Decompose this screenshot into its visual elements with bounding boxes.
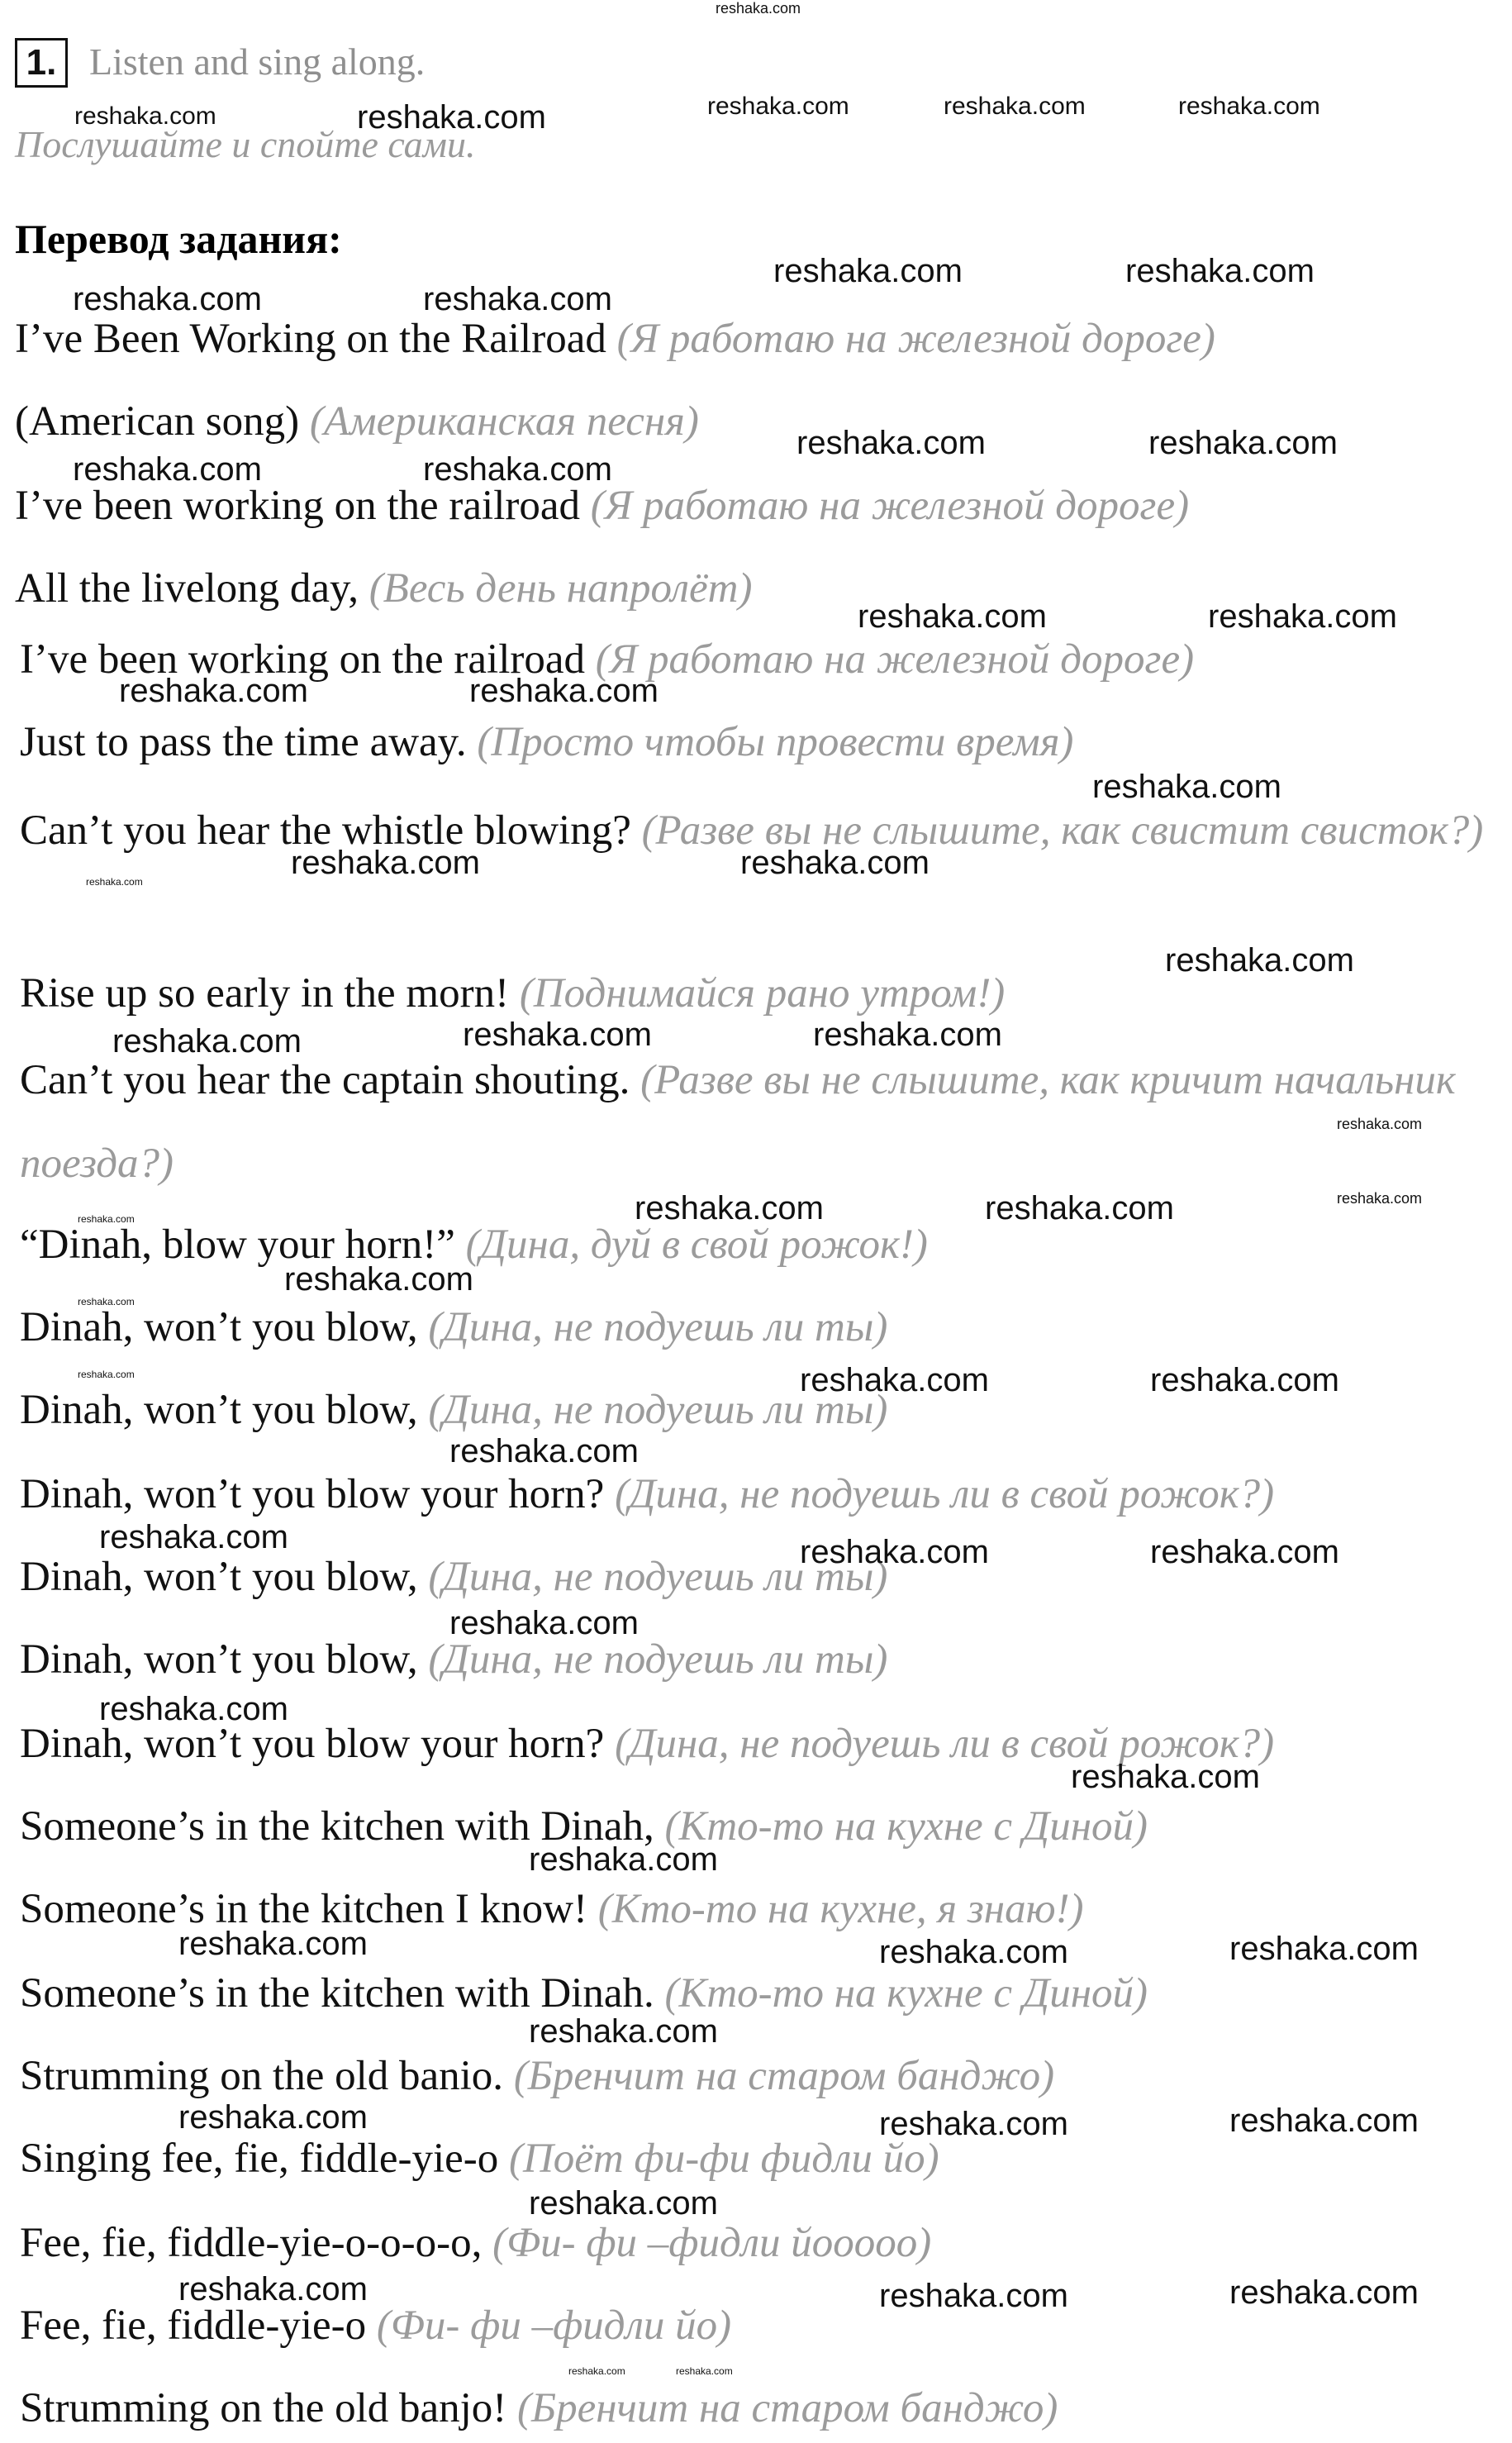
line-ru: (Бренчит на старом банджо) [513,2053,1055,2099]
line-ru: (Весь день напролёт) [368,565,753,612]
line-ru: (Дина, не подуешь ли ты) [428,1554,888,1600]
line-ru: (Кто-то на кухне, я знаю!) [597,1886,1084,1932]
watermark: reshaka.com [284,1261,473,1298]
watermark: reshaka.com [1092,769,1281,805]
watermark: reshaka.com [178,2099,368,2136]
line-en: Someone’s in the kitchen with Dinah, [20,1803,665,1850]
watermark: reshaka.com [529,1841,718,1878]
song-line [20,2136,1507,2182]
watermark: reshaka.com [944,93,1086,120]
watermark: reshaka.com [449,1605,639,1641]
song-line [20,1471,1507,1517]
watermark: reshaka.com [78,1213,135,1225]
watermark: reshaka.com [423,281,612,317]
watermark: reshaka.com [291,845,480,881]
task-number: 1. [15,38,68,88]
watermark: reshaka.com [1229,2274,1419,2311]
watermark: reshaka.com [800,1534,989,1570]
watermark: reshaka.com [119,673,308,709]
line-en: Someone’s in the kitchen I know! [20,1886,598,1932]
watermark: reshaka.com [529,2185,718,2222]
watermark: reshaka.com [178,2271,368,2307]
watermark: reshaka.com [86,876,143,888]
line-ru: (Разве вы не слышите, как кричит начальник поезда?) [20,1057,1456,1187]
watermark: reshaka.com [1148,425,1338,461]
song-line [20,1970,1507,2017]
song-line [20,1803,1507,1850]
line-ru: (Дина, не подуешь ли ты) [428,1636,888,1683]
line-en: Dinah, won’t you blow, [20,1636,429,1683]
watermark: reshaka.com [1208,598,1397,635]
line-ru: (Просто чтобы провести время) [477,719,1074,765]
line-en: All the livelong day, [15,565,369,612]
watermark: reshaka.com [1229,1931,1419,1967]
song-line [20,719,1507,765]
watermark: reshaka.com [73,281,262,317]
song-line [20,2385,1507,2431]
line-ru: (Фи- фи –фидли йоoooo) [492,2220,932,2266]
song-line [20,1304,1507,1350]
watermark: reshaka.com [1229,2103,1419,2139]
line-en: (American song) [15,398,310,445]
line-en: Dinah, won’t you blow your horn? [20,1471,616,1517]
watermark: reshaka.com [112,1023,302,1060]
watermark: reshaka.com [985,1190,1174,1226]
watermark: reshaka.com [178,1926,368,1962]
line-ru: (Я работаю на железной дороге) [590,483,1190,529]
line-ru: (Дина, не подуешь ли ты) [428,1387,888,1433]
watermark: reshaka.com [716,0,801,17]
song-line [20,1222,1507,1268]
watermark: reshaka.com [879,1934,1068,1970]
line-ru: (Дина, не подуешь ли в свой рожок?) [615,1471,1275,1517]
line-en: Dinah, won’t you blow, [20,1304,429,1350]
watermark: reshaka.com [800,1362,989,1398]
watermark: reshaka.com [1165,942,1354,979]
line-en: Can’t you hear the whistle blowing? [20,807,642,854]
line-en: Dinah, won’t you blow, [20,1554,429,1600]
watermark: reshaka.com [796,425,986,461]
line-ru: (Поднимайся рано утром!) [519,970,1006,1017]
song-line [20,1636,1507,1683]
translation-heading: Перевод задания: [15,216,342,262]
watermark: reshaka.com [676,2365,733,2377]
task-instruction-ru: Послушайте и спойте сами. [15,123,476,165]
watermark: reshaka.com [529,2013,718,2050]
watermark: reshaka.com [449,1433,639,1469]
watermark: reshaka.com [1071,1759,1260,1795]
line-en: Fee, fie, fiddle-yie-o-o-o-o, [20,2220,493,2266]
watermark: reshaka.com [1337,1190,1423,1207]
watermark: reshaka.com [1125,253,1315,289]
line-en: Just to pass the time away. [20,719,478,765]
watermark: reshaka.com [74,102,216,130]
line-ru: (Я работаю на железной дороге) [616,316,1215,362]
watermark: reshaka.com [78,1369,135,1380]
line-en: Can’t you hear the captain shouting. [20,1057,641,1103]
line-ru: (Дина, не подуешь ли ты) [428,1304,888,1350]
song-line [20,2220,1507,2266]
watermark: reshaka.com [858,598,1047,635]
line-ru: (Разве вы не слышите, как свистит свисток?) [641,807,1484,854]
song-line [20,1039,1499,1206]
line-en: “Dinah, blow your horn!” [20,1222,466,1268]
watermark: reshaka.com [1150,1534,1339,1570]
line-en: Rise up so early in the morn! [20,970,520,1017]
watermark: reshaka.com [707,93,849,120]
line-ru: (Бренчит на старом банджо) [517,2385,1058,2431]
watermark: reshaka.com [357,99,546,136]
line-en: Someone’s in the kitchen with Dinah. [20,1970,665,2017]
watermark: reshaka.com [463,1017,652,1053]
line-en: I’ve been working on the railroad [15,483,591,529]
watermark: reshaka.com [635,1190,824,1226]
watermark: reshaka.com [423,451,612,488]
line-en: I’ve Been Working on the Railroad [15,316,617,362]
watermark: reshaka.com [78,1296,135,1307]
line-en: Fee, fie, fiddle-yie-o [20,2303,377,2349]
line-ru: (Американская песня) [309,398,699,445]
line-ru: (Я работаю на железной дороге) [595,636,1195,683]
line-ru: (Фи- фи –фидли йо) [376,2303,732,2349]
watermark: reshaka.com [813,1017,1002,1053]
watermark: reshaka.com [99,1691,288,1727]
line-en: Singing fee, fie, fiddle-yie-o [20,2136,509,2182]
line-ru: (Кто-то на кухне с Диной) [664,1970,1148,2017]
line-en: Dinah, won’t you blow your horn? [20,1721,616,1767]
watermark: reshaka.com [773,253,963,289]
line-ru: (Поёт фи-фи фидли йо) [508,2136,939,2182]
watermark: reshaka.com [568,2365,625,2377]
line-ru: (Дина, не подуешь ли в свой рожок?) [615,1721,1275,1767]
line-en: Dinah, won’t you blow, [20,1387,429,1433]
watermark: reshaka.com [73,451,262,488]
task-instruction-en: Listen and sing along. [89,40,426,83]
line-en: Strumming on the old banio. [20,2053,514,2099]
watermark: reshaka.com [1178,93,1320,120]
watermark: reshaka.com [879,2278,1068,2314]
song-line [15,483,1502,529]
watermark: reshaka.com [879,2106,1068,2142]
line-ru: (Кто-то на кухне с Диной) [664,1803,1148,1850]
watermark: reshaka.com [469,673,659,709]
song-line [15,316,1502,362]
watermark: reshaka.com [99,1519,288,1555]
song-line [20,2053,1507,2099]
watermark: reshaka.com [1337,1116,1423,1132]
line-ru: (Дина, дуй в свой рожок!) [465,1222,928,1268]
watermark: reshaka.com [1150,1362,1339,1398]
watermark: reshaka.com [740,845,930,881]
line-en: Strumming on the old banjo! [20,2385,518,2431]
line-en: I’ve been working on the railroad [20,636,596,683]
